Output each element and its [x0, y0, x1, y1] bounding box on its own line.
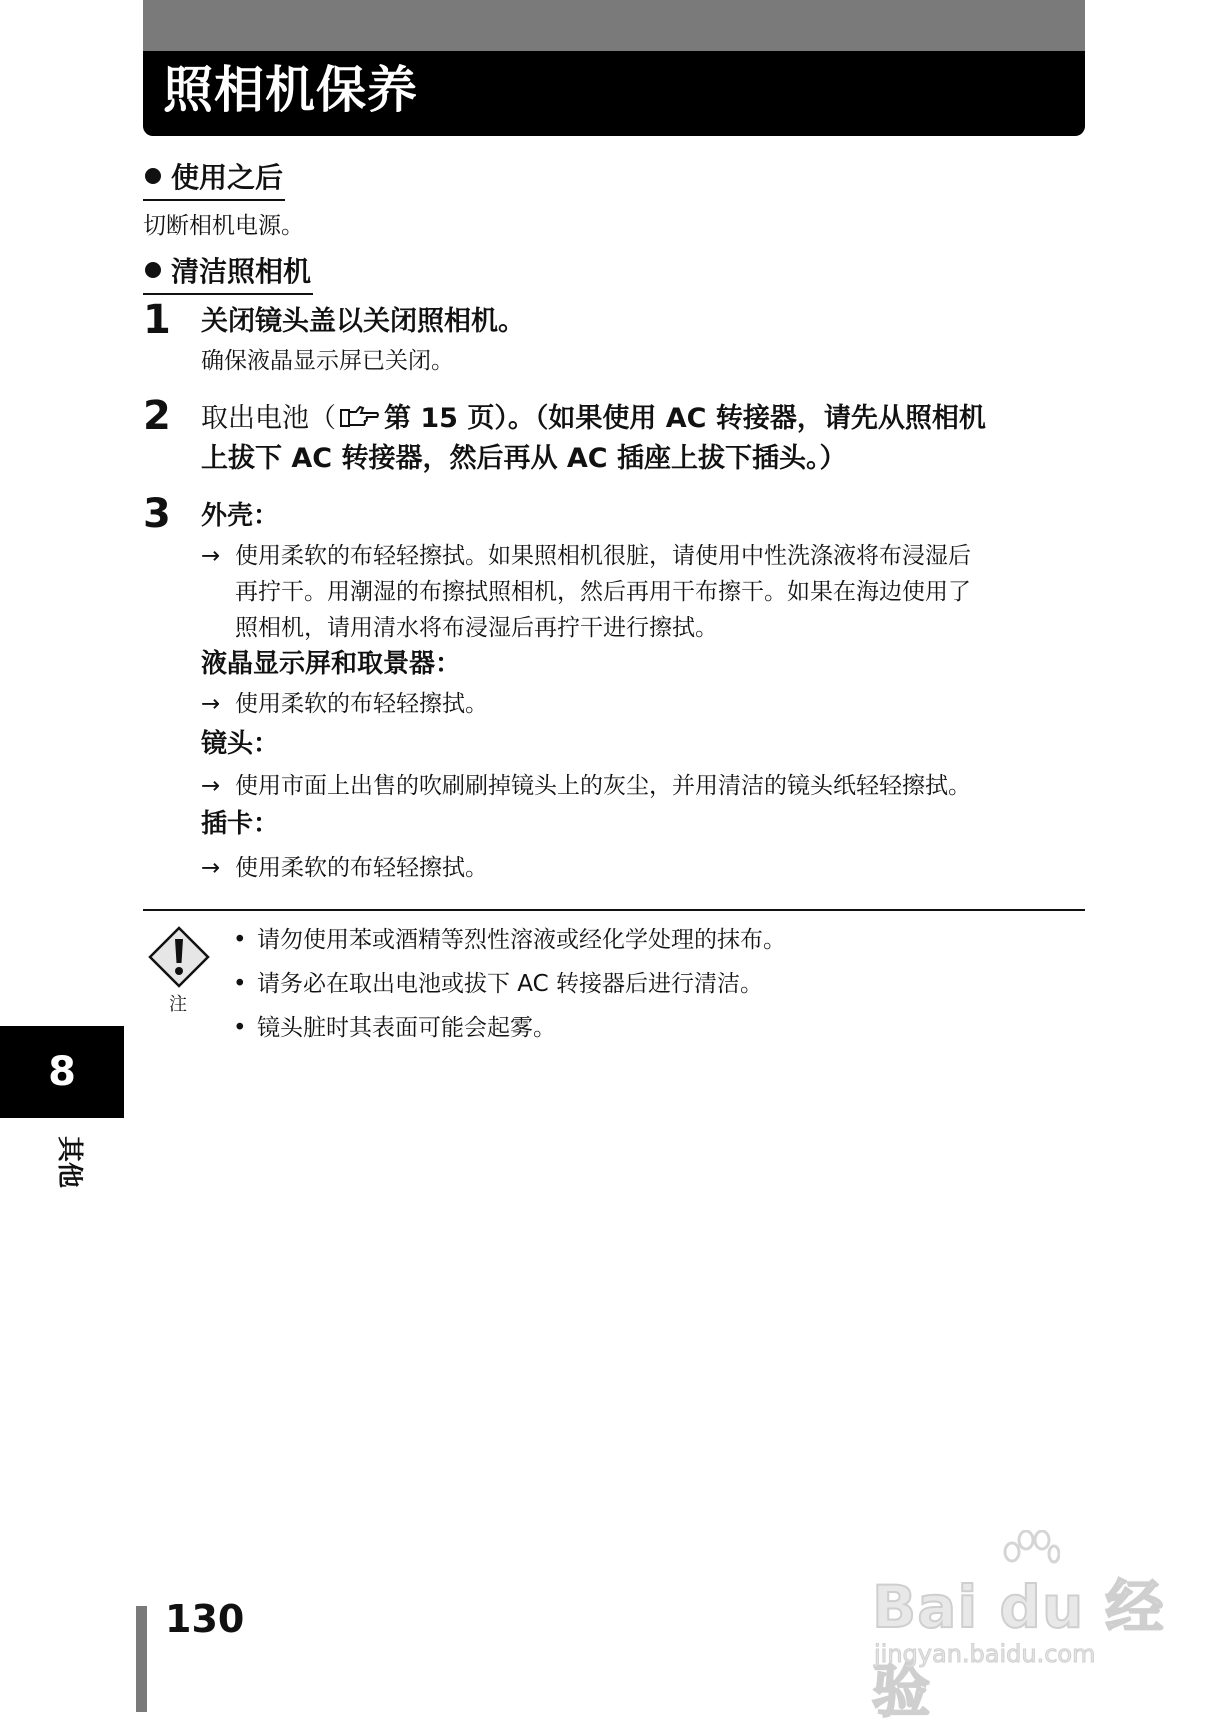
arrow-icon: → — [201, 855, 221, 881]
exterior-heading: 外壳： — [201, 501, 280, 531]
step-2-line-1 — [201, 399, 986, 442]
caution-diamond-icon — [147, 925, 211, 993]
caution-item-text: 请务必在取出电池或拔下 AC 转接器后进行清洁。 — [257, 971, 764, 997]
caution-item — [233, 966, 763, 1002]
step-2-line-2: 上拔下 AC 转接器，然后再从 AC 插座上拔下插头。） — [201, 443, 847, 474]
lcd-heading: 液晶显示屏和取景器： — [201, 649, 462, 679]
divider — [143, 909, 1085, 911]
page-title: 照相机保养 — [163, 61, 418, 119]
bullet-icon: • — [233, 1015, 247, 1041]
caution-item — [233, 922, 786, 958]
step-2-remove-battery: 取出电池（ — [201, 403, 336, 434]
card-line — [201, 850, 488, 886]
caution-label: 注 — [169, 994, 187, 1015]
bullet-dot-icon — [145, 168, 161, 184]
bullet-icon: • — [233, 971, 247, 997]
watermark-url: jingyan.baidu.com — [874, 1640, 1096, 1668]
exterior-text: 使用柔软的布轻轻擦拭。如果照相机很脏，请使用中性洗涤液将布浸湿后 — [235, 543, 971, 569]
step-2-ac-note: ）。（如果使用 AC 转接器，请先从照相机 — [494, 403, 986, 434]
exterior-line-1 — [201, 538, 971, 574]
card-text: 使用柔软的布轻轻擦拭。 — [235, 855, 488, 881]
lcd-line — [201, 686, 488, 722]
lens-line — [201, 768, 971, 804]
watermark — [872, 1530, 1172, 1725]
after-use-text: 切断相机电源。 — [143, 213, 304, 239]
bullet-dot-icon — [145, 262, 161, 278]
exterior-line-3: 照相机，请用清水将布浸湿后再拧干进行擦拭。 — [235, 615, 718, 641]
arrow-icon: → — [201, 773, 221, 799]
step-number-1: 1 — [143, 297, 171, 343]
card-heading: 插卡： — [201, 809, 280, 839]
chapter-tab: 8 — [0, 1026, 124, 1118]
section-heading-after-use — [143, 160, 285, 201]
caution-item-text: 镜头脏时其表面可能会起雾。 — [257, 1015, 556, 1041]
lcd-text: 使用柔软的布轻轻擦拭。 — [235, 691, 488, 717]
section-heading-text: 使用之后 — [171, 161, 284, 194]
arrow-icon: → — [201, 543, 221, 569]
arrow-icon: → — [201, 691, 221, 717]
step-1-text: 关闭镜头盖以关闭照相机。 — [201, 306, 525, 337]
watermark-brand: Bai du 经验 — [872, 1573, 1165, 1725]
lens-heading: 镜头： — [201, 729, 280, 759]
page-number: 130 — [165, 1597, 245, 1641]
step-1-subtext: 确保液晶显示屏已关闭。 — [201, 348, 454, 374]
pointing-hand-icon — [340, 402, 380, 442]
section-heading-text: 清洁照相机 — [171, 255, 312, 288]
title-bar-top-stripe — [143, 0, 1085, 51]
step-number-3: 3 — [143, 491, 171, 537]
caution-item — [233, 1010, 556, 1046]
section-heading-cleaning — [143, 254, 313, 295]
lens-text: 使用市面上出售的吹刷刷掉镜头上的灰尘，并用清洁的镜头纸轻轻擦拭。 — [235, 773, 971, 799]
page-reference: 第 15 页 — [384, 403, 495, 434]
bullet-icon: • — [233, 927, 247, 953]
chapter-name: 其他 — [54, 1136, 84, 1189]
exterior-line-2: 再拧干。用潮湿的布擦拭照相机，然后再用干布擦干。如果在海边使用了 — [235, 579, 971, 605]
page-number-bar — [136, 1606, 147, 1712]
step-number-2: 2 — [143, 393, 171, 439]
title-bar — [143, 0, 1085, 136]
caution-item-text: 请勿使用苯或酒精等烈性溶液或经化学处理的抹布。 — [257, 927, 786, 953]
